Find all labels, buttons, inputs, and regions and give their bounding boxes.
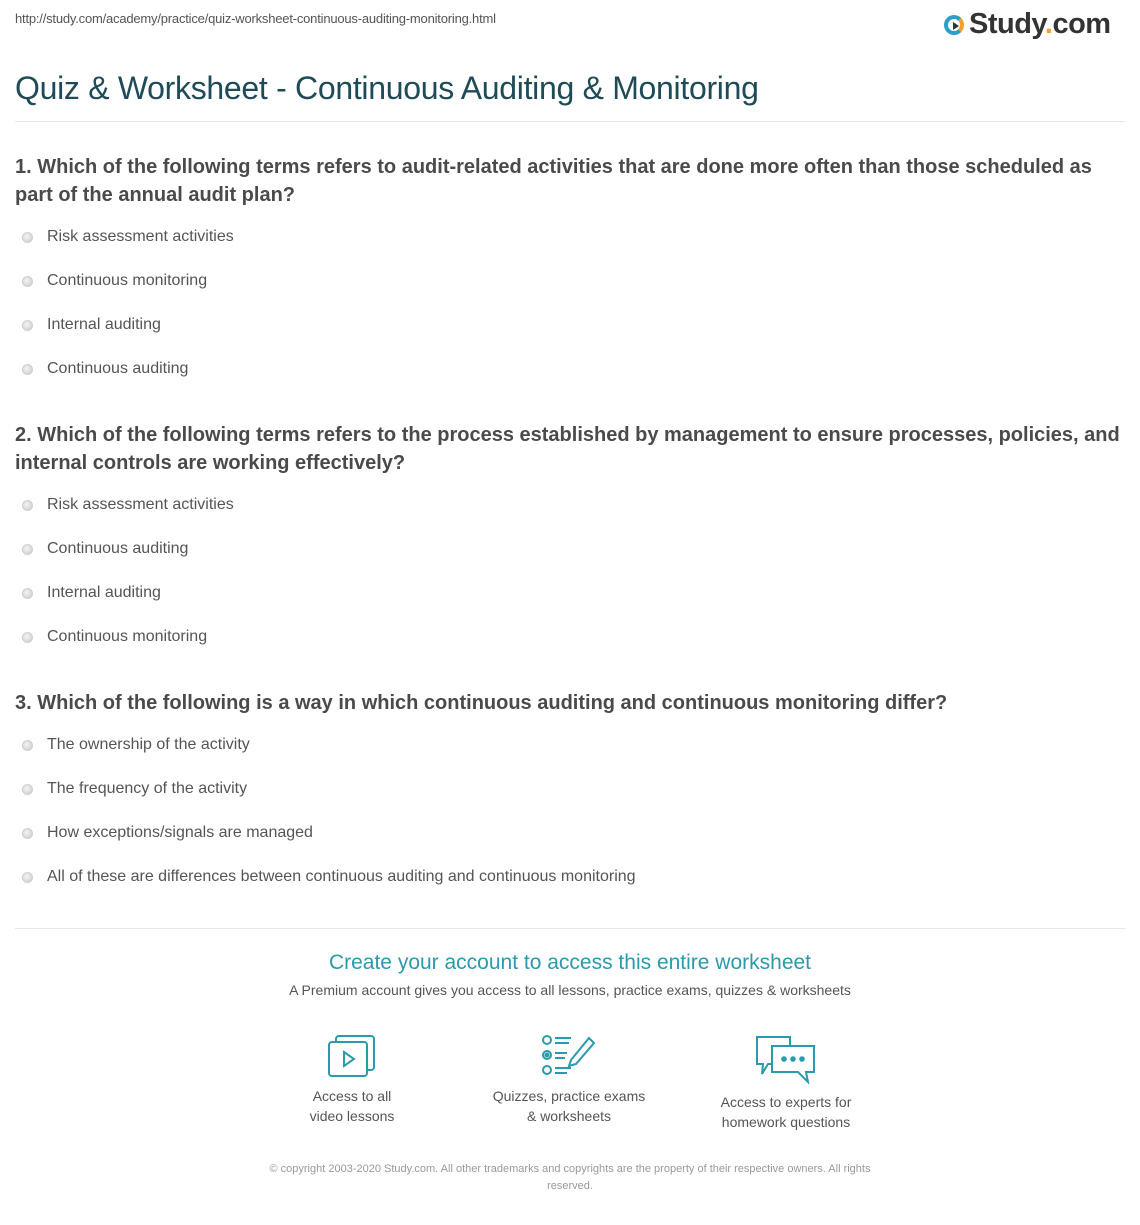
radio-button[interactable] (22, 588, 33, 599)
copyright-footer (210, 1161, 930, 1195)
feature-line-1: Access to experts for (720, 1094, 852, 1110)
q1-option-3[interactable] (22, 316, 161, 334)
copyright-line-1: © copyright 2003-2020 Study.com. All other trademarks and copyrights are the property of their respective owners. All rights (269, 1163, 871, 1175)
radio-button[interactable] (22, 232, 33, 243)
radio-button[interactable] (22, 276, 33, 287)
cta-subtitle: A Premium account gives you access to all lessons, practice exams, quizzes & worksheets (289, 982, 851, 998)
feature-video-lessons (252, 1034, 452, 1126)
q2-option-1[interactable] (22, 496, 234, 514)
page-title: Quiz & Worksheet - Continuous Auditing & Monitoring (15, 70, 759, 106)
question-3: 3. Which of the following is a way in which continuous auditing and continuous monitoring differ? (15, 692, 948, 714)
question-1: 1. Which of the following terms refers to audit-related activities that are done more often than those scheduled as part of the annual audit plan? (15, 156, 1092, 206)
option-label: Continuous auditing (47, 360, 189, 377)
play-circle-logo-icon (944, 15, 964, 35)
logo-text: Study.com (969, 8, 1111, 40)
divider (15, 928, 1125, 929)
feature-line-1: Quizzes, practice exams (492, 1088, 646, 1104)
q1-option-1[interactable] (22, 228, 234, 246)
option-label: Internal auditing (47, 584, 161, 601)
option-label: Risk assessment activities (47, 228, 234, 245)
video-lessons-icon (326, 1034, 378, 1078)
q3-option-2[interactable] (22, 780, 247, 798)
page-url: http://study.com/academy/practice/quiz-worksheet-continuous-auditing-monitoring.html (15, 11, 496, 26)
option-label: The frequency of the activity (47, 780, 248, 797)
radio-button[interactable] (22, 828, 33, 839)
option-label: Continuous auditing (47, 540, 189, 557)
radio-button[interactable] (22, 500, 33, 511)
option-label: How exceptions/signals are managed (47, 824, 313, 841)
cta-title[interactable]: Create your account to access this entire worksheet (328, 951, 812, 974)
quiz-checklist-icon (541, 1034, 597, 1078)
radio-button[interactable] (22, 740, 33, 751)
copyright-line-2: reserved. (547, 1180, 593, 1192)
option-label: Continuous monitoring (47, 628, 208, 645)
feature-line-2: homework questions (721, 1114, 851, 1130)
q1-option-4[interactable] (22, 360, 188, 378)
q3-option-1[interactable] (22, 736, 250, 754)
feature-experts (686, 1034, 886, 1132)
option-label: Continuous monitoring (47, 272, 208, 289)
chat-bubbles-icon (754, 1034, 818, 1084)
feature-line-1: Access to all (312, 1088, 392, 1104)
q2-option-2[interactable] (22, 540, 188, 558)
q2-option-3[interactable] (22, 584, 161, 602)
feature-line-2: video lessons (309, 1108, 395, 1124)
q1-option-2[interactable] (22, 272, 207, 290)
q3-option-3[interactable] (22, 824, 313, 842)
question-2: 2. Which of the following terms refers to the process established by management to ensure processes, policies, and internal controls are working effectively? (15, 424, 1120, 474)
radio-button[interactable] (22, 872, 33, 883)
radio-button[interactable] (22, 784, 33, 795)
radio-button[interactable] (22, 364, 33, 375)
divider (15, 121, 1125, 122)
q3-option-4[interactable] (22, 868, 636, 886)
radio-button[interactable] (22, 544, 33, 555)
radio-button[interactable] (22, 320, 33, 331)
option-label: Internal auditing (47, 316, 161, 333)
feature-quizzes (469, 1034, 669, 1126)
q2-option-4[interactable] (22, 628, 207, 646)
radio-button[interactable] (22, 632, 33, 643)
study-logo[interactable] (944, 8, 1111, 41)
option-label: All of these are differences between continuous auditing and continuous monitoring (47, 868, 636, 885)
option-label: Risk assessment activities (47, 496, 234, 513)
feature-line-2: & worksheets (526, 1108, 612, 1124)
option-label: The ownership of the activity (47, 736, 250, 753)
